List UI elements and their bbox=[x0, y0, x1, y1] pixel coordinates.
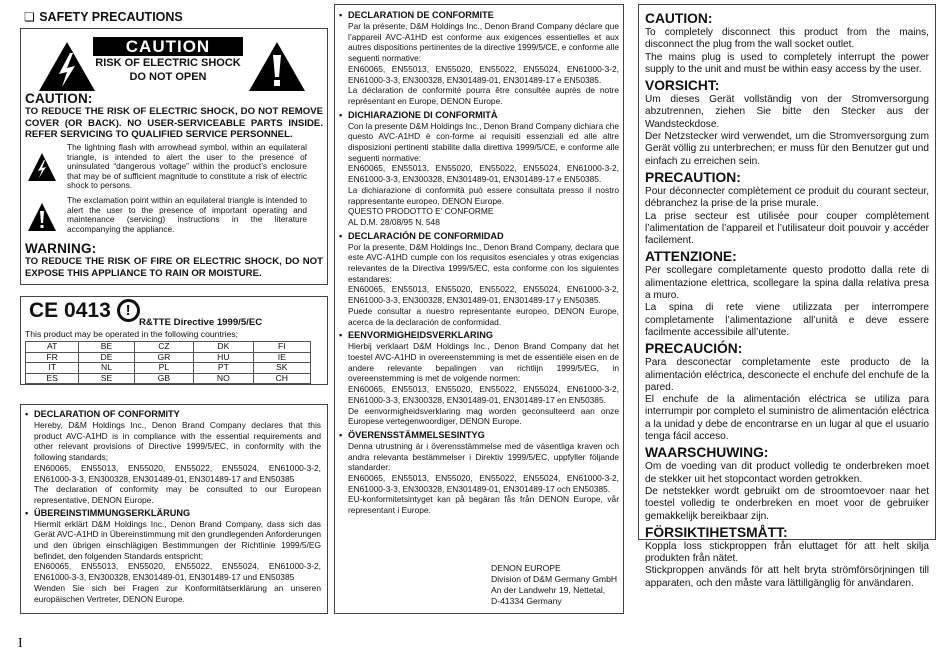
ce-number: 0413 bbox=[64, 299, 111, 322]
address-line1: DENON EUROPE bbox=[491, 563, 561, 573]
conformity-it-title: DICHIARAZIONE DI CONFORMITÀ bbox=[348, 109, 498, 120]
conformity-fr-standards: EN60065, EN55013, EN55020, EN55022, EN55024, EN61000-3-2, EN61000-3-3, EN300328, EN301489-01, EN301489-17 e EN50385. bbox=[348, 63, 619, 85]
mains-attenzione-text: Per scollegare completamente questo prodotto dalla rete di alimentazione elettrica, scollegare la spina dalla relativa presa a muro. La spina di rete viene utilizzata per interrompere completamente l’alimentazione all’unità e deve essere facilmente accessibile all’utente. bbox=[645, 265, 929, 338]
conformity-de-text: Hiermit erklärt D&M Holdings Inc., Denon Brand Company, dass sich das Gerät AVC-A1HD in Übereinstimmung mit den grundlegenden Anforderungen und den übrigen einschlägigen Bestimmungen der Richtlinie 1999/5/EG befindet, den folgenden Standards entspricht; bbox=[34, 518, 321, 561]
country-cell: IT bbox=[26, 363, 79, 374]
exclamation-triangle-icon bbox=[247, 39, 307, 94]
page-number: I bbox=[18, 636, 23, 651]
conformity-en-standards: EN60065, EN55013, EN55020, EN55022, EN55024, EN61000-3-2, EN61000-3-3, EN300328, EN301489-01, EN301489-17 and EN50385 bbox=[34, 462, 321, 484]
country-cell: SE bbox=[79, 373, 134, 384]
rtte-directive: R&TTE Directive 1999/5/EC bbox=[139, 317, 263, 328]
country-cell: CZ bbox=[134, 342, 193, 353]
conformity-en-title: DECLARATION OF CONFORMITY bbox=[34, 409, 180, 419]
country-cell: PL bbox=[134, 363, 193, 374]
caution-label-title: CAUTION bbox=[93, 37, 243, 56]
conformity-es-standards: EN60065, EN55013, EN55020, EN55022, EN55024, EN61000-3-2, EN61000-3-3, EN300328, EN301489-01, EN301489-17 y EN50385. bbox=[348, 284, 619, 306]
countries-label: This product may be operated in the following countries; bbox=[25, 329, 239, 339]
country-cell: GB bbox=[134, 373, 193, 384]
caution-label-line2: DO NOT OPEN bbox=[129, 71, 207, 83]
conformity-sv-text: Denna utrustning är i överensstämmelse med de väsentliga kraven och andra relevanta bestämmelser i Direktiv 1999/5/EC, uppfyller följande standarder: bbox=[348, 440, 619, 473]
mains-forsiktighet-title: FÖRSIKTIHETSMÅTT: bbox=[645, 524, 788, 540]
conformity-es-title: DECLARACIÓN DE CONFORMIDAD bbox=[348, 230, 504, 241]
conformity-en-footer: The declaration of conformity may be consulted to our European representative, DENON Europe. bbox=[34, 484, 321, 505]
lightning-explanation: The lightning flash with arrowhead symbol, within an equilateral triangle, is intended to alert the user to the presence of uninsulated “dangerous voltage” within the product’s enclosure that may be of sufficient magnitude to constitute a risk of electric shock to persons. bbox=[67, 142, 307, 191]
country-row bbox=[26, 363, 311, 374]
mains-precaution-title: PRECAUTION: bbox=[645, 169, 741, 185]
caution-box bbox=[20, 28, 328, 285]
section-header bbox=[24, 8, 183, 26]
conformity-fr-text: Par la présente, D&M Holdings Inc., Denon Brand Company déclare que l’appareil AVC-A1HD est conforme aux exigences essentielles et aux autres dispositions pertinentes de la directive 1999/5/CE, e conforme alle seguenti normative: bbox=[348, 21, 619, 64]
caution-text: TO REDUCE THE RISK OF ELECTRIC SHOCK, DO NOT REMOVE COVER (OR BACK). NO USER-SERVICEABLE PARTS INSIDE. REFER SERVICING TO QUALIFIED SERVICE PERSONNEL. bbox=[25, 106, 323, 140]
mains-caution-text: To completely disconnect this product from the mains, disconnect the plug from the wall socket outlet. The mains plug is used to completely interrupt the power supply to the unit and must be within easy access by the user. bbox=[645, 27, 929, 75]
country-cell: PT bbox=[194, 363, 253, 374]
conformity-it-standards: EN60065, EN55013, EN55020, EN55022, EN55024, EN61000-3-2, EN61000-3-3, EN300328, EN301489-01, EN301489-17 e EN50385. bbox=[348, 163, 619, 185]
conformity-de-footer: Wenden Sie sich bei Fragen zur Konformitätserklärung an unseren europäischen Vertreter, DENON Europe. bbox=[34, 582, 321, 604]
exclamation-explanation: The exclamation point within an equilateral triangle is intended to alert the user to the presence of important operating and maintenance (servicing) instructions in the literature accompanying the appliance. bbox=[67, 195, 307, 234]
alert-circle-icon: ! bbox=[117, 299, 140, 322]
caution-heading: CAUTION: bbox=[25, 91, 93, 106]
warning-heading: WARNING: bbox=[25, 241, 97, 256]
rtte-box bbox=[20, 296, 328, 385]
conformity-nl-text: Hierbij verklaart D&M Holdings Inc., Denon Brand Company dat het toestel AVC-A1HD in overeenstemming is met de essentiële eisen en de andere relevante bepalingen van richtlijn 1999/5/EG, in overeenstemming is met de volgende normen: bbox=[348, 341, 619, 384]
address-line2: Division of D&M Germany GmbH bbox=[491, 574, 618, 584]
section-title: SAFETY PRECAUTIONS bbox=[39, 10, 183, 24]
checkbox-icon: ❑ bbox=[24, 10, 35, 24]
country-row bbox=[26, 373, 311, 384]
caution-label bbox=[93, 37, 243, 84]
conformity-it-text: Con la presente D&M Holdings Inc., Denon Brand Company dichiara che questo AVC-A1HD è con-forme ai requisiti essenziali ed alle altre disposizioni pertinenti stabilite dalla direttiva 1999/5/CE, e conforme alle seguenti normative: bbox=[348, 120, 619, 163]
country-cell: DK bbox=[194, 342, 253, 353]
country-cell: NO bbox=[194, 373, 253, 384]
conformity-de-standards: EN60065, EN55013, EN55020, EN55022, EN55024, EN61000-3-2, EN61000-3-3, EN300328, EN301489-01, EN301489-17 und EN50385 bbox=[34, 561, 321, 583]
country-cell: FR bbox=[26, 352, 79, 363]
mains-precaucion-title: PRECAUCIÓN: bbox=[645, 341, 743, 357]
conformity-fr-title: DECLARATION DE CONFORMITE bbox=[348, 10, 494, 20]
conformity-middle-box: • DECLARATION DE CONFORMITE Par la présente, D&M Holdings Inc., Denon Brand Company déclare que l’appareil AVC-A1HD est conforme aux exigences essentielles et aux autres dispositions pertinentes de la directive 1999/5/CE, e conforme alle seguenti normative: EN60065, EN55013, EN55020, EN55022, EN55024, EN61000-3-2, EN61000-3-3, EN300328, EN301489-01, EN301489-17 e EN50385. La déclaration de conformité pourra être consultée auprès de notre représentant en Europe, DENON Europe. • DICHIARAZIONE DI CONFORMITÀ Con la presente D&M Holdings Inc., Denon Brand Company dichiara che questo AVC-A1HD è con-forme ai requisiti essenziali ed alle altre disposizioni pertinenti stabilite dalla direttiva 1999/5/CE, e conforme alle seguenti normative: EN60065, EN55013, EN55020, EN55022, EN55024, EN61000-3-2, EN61000-3-3, EN300328, EN301489-01, EN301489-17 e EN50385. La dichiarazione di conformità può essere consultata presso il nostro rappresentante europeo, DENON Europe. QUESTO PRODOTTO E’ CONFORME AL D.M. 28/08/95 N. 548 • DECLARACIÓN DE CONFORMIDAD Por la presente, D&M Holdings Inc., Denon Brand Company, declara que este AVC-A1HD cumple con los requisitos esenciales y otras exigencias relevantes de la Directiva 1999/5/EC, esta conforme con los siguientes estandares: EN60065, EN55013, EN55020, EN55022, EN55024, EN61000-3-2, EN61000-3-3, EN300328, EN301489-01, EN301489-17 y EN50385. Puede consultar a nuestro representante europeo, DENON Europe, acerca de la declaración de conformidad. • EENVORMIGHEIDSVERKLARING Hierbij verklaart D&M Holdings Inc., Denon Brand Company dat het toestel AVC-A1HD in overeenstemming is met de essentiële eisen en de andere relevante bepalingen van richtlijn 1999/5/EG, in overeenstemming is met de volgende normen: EN60065, EN55013, EN55020, EN55022, EN55024, EN61000-3-2, EN61000-3-3, EN300328, EN301489-01, EN301489-17 en EN50385. De eenvormigheidsverklaring mag worden geconsulteerd aan onze Europese vertegenwoordiger, DENON Europe. • ÖVERENSSTÄMMELSESINTYG Denna utrustning är i överensstämmelse med de väsentliga kraven och andra relevanta bestämmelser i Direktiv 1999/5/EC, uppfyller följande standarder: EN60065, EN55013, EN55020, EN55022, EN55024, EN61000-3-2, EN61000-3-3, EN300328, EN301489-01, EN301489-17 och EN50385. EU-konformitetsintyget kan på begäran fås från DENON Europe, vår representant i Europe. DENON EUROPE Division of D&M Germany GmbH An der Landwehr 19, Nettetal, D-41334 Germany bbox=[334, 4, 624, 614]
conformity-es-footer: Puede consultar a nuestro representante europeo, DENON Europe, acerca de la declaración de conformidad. bbox=[348, 305, 619, 327]
mains-forsiktighet-text: Koppla loss stickproppen från eluttaget för att helt skilja produkten från nätet. Stickproppen används för att helt bryta strömförsörjningen till apparaten, och den måste vara lättillgänglig för användaren. bbox=[645, 540, 929, 589]
country-cell: NL bbox=[79, 363, 134, 374]
mains-vorsicht-title: VORSICHT: bbox=[645, 78, 720, 94]
conformity-it-footer: La dichiarazione di conformità può essere consultata presso il nostro rappresentante europeo, DENON Europe. bbox=[348, 184, 619, 206]
conformity-nl-footer: De eenvormigheidsverklaring mag worden geconsulteerd aan onze Europese vertegenwoordiger, DENON Europe. bbox=[348, 405, 619, 427]
country-cell: FI bbox=[253, 342, 310, 353]
mains-precaucion-text: Para desconectar completamente este producto de la alimentación eléctrica, desconecte el enchufe del enchufe de la pared. El enchufe de la alimentación eléctrica se utiliza para interrumpir por completo el suministro de alimentación eléctrica a la unidad y debe de encontrarse en un lugar al que el usuario tenga fácil acceso. bbox=[645, 357, 929, 443]
conformity-sv-title: ÖVERENSSTÄMMELSESINTYG bbox=[348, 429, 485, 440]
country-cell: DE bbox=[79, 352, 134, 363]
mains-attenzione-title: ATTENZIONE: bbox=[645, 249, 737, 265]
address-line4: D-41334 Germany bbox=[491, 596, 562, 606]
conformity-it-extra2: AL D.M. 28/08/95 N. 548 bbox=[348, 216, 440, 227]
country-cell: HU bbox=[194, 352, 253, 363]
countries-table bbox=[25, 341, 311, 384]
denon-address bbox=[491, 563, 617, 607]
conformity-de-title: ÜBEREINSTIMMUNGSERKLÄRUNG bbox=[34, 507, 191, 518]
mains-precaution-text: Pour déconnecter complètement ce produit du courant secteur, débranchez la prise de la prise murale. La prise secteur est utilisée pour couper complètement l’alimentation de l’appareil et l’utilisateur doit pouvoir y accéder facilement. bbox=[645, 185, 929, 247]
caution-label-line1: RISK OF ELECTRIC SHOCK bbox=[95, 57, 241, 69]
country-cell: AT bbox=[26, 342, 79, 353]
conformity-nl-title: EENVORMIGHEIDSVERKLARING bbox=[348, 330, 493, 341]
country-row bbox=[26, 342, 311, 353]
conformity-it-extra1: QUESTO PRODOTTO E’ CONFORME bbox=[348, 206, 494, 217]
conformity-nl-standards: EN60065, EN55013, EN55020, EN55022, EN55024, EN61000-3-2, EN61000-3-3, EN300328, EN301489-01, EN301489-17 en EN50385. bbox=[348, 384, 619, 405]
country-cell: BE bbox=[79, 342, 134, 353]
warning-text: TO REDUCE THE RISK OF FIRE OR ELECTRIC SHOCK, DO NOT EXPOSE THIS APPLIANCE TO RAIN OR MOISTURE. bbox=[25, 256, 323, 279]
conformity-es-text: Por la presente, D&M Holdings Inc., Denon Brand Company, declara que este AVC-A1HD cumple con los requisitos esenciales y otras exigencias relevantes de la Directiva 1999/5/EC, esta conforme con los siguientes estandares: bbox=[348, 241, 619, 284]
lightning-small-icon bbox=[27, 151, 57, 185]
country-cell: ES bbox=[26, 373, 79, 384]
ce-mark-text: CE bbox=[29, 299, 59, 322]
ce-mark bbox=[29, 299, 140, 323]
country-cell: GR bbox=[134, 352, 193, 363]
mains-box bbox=[638, 4, 936, 589]
conformity-en-text: Hereby, D&M Holdings Inc., Denon Brand Company declares that this product AVC-A1HD is in compliance with the essential requirements and other relevant provisions of Directive 1999/5/EC, in conformity with the following standards; bbox=[34, 420, 321, 463]
country-cell: CH bbox=[253, 373, 310, 384]
mains-waarschuwing-text: Om de voeding van dit product volledig te onderbreken moet de stekker uit het stopcontact worden getrokken. De netstekker wordt gebruikt om de stroomtoevoer naar het toestel volledig te onderbreken en moet voor de gebruiker gemakkelijk bereikbaar zijn. bbox=[645, 461, 929, 522]
mains-caution-title: CAUTION: bbox=[645, 11, 713, 26]
mains-vorsicht-text: Um dieses Gerät vollständig von der Stromversorgung abzutrennen, ziehen Sie bitte den Stecker aus der Wandsteckdose. Der Netzstecker wird verwendet, um die Stromversorgung zum Gerät völlig zu unterbrechen; er muss für den Benutzer gut und einfach zu erreichen sein. bbox=[645, 94, 929, 167]
country-cell: SK bbox=[253, 363, 310, 374]
conformity-left-box: • DECLARATION OF CONFORMITY Hereby, D&M Holdings Inc., Denon Brand Company declares that this product AVC-A1HD is in compliance with the essential requirements and other relevant provisions of Directive 1999/5/EC, in conformity with the following standards; EN60065, EN55013, EN55020, EN55022, EN55024, EN61000-3-2, EN61000-3-3, EN300328, EN301489-01, EN301489-17 and EN50385 The declaration of conformity may be consulted to our European representative, DENON Europe. • ÜBEREINSTIMMUNGSERKLÄRUNG Hiermit erklärt D&M Holdings Inc., Denon Brand Company, dass sich das Gerät AVC-A1HD in Übereinstimmung mit den grundlegenden Anforderungen und den übrigen einschlägigen Bestimmungen der Richtlinie 1999/5/EG befindet, den folgenden Standards entspricht; EN60065, EN55013, EN55020, EN55022, EN55024, EN61000-3-2, EN61000-3-3, EN300328, EN301489-01, EN301489-17 und EN50385 Wenden Sie sich bei Fragen zur Konformitätserklärung an unseren europäischen Vertreter, DENON Europe. bbox=[20, 404, 328, 614]
address-line3: An der Landwehr 19, Nettetal, bbox=[491, 585, 606, 595]
country-row bbox=[26, 352, 311, 363]
country-cell: IE bbox=[253, 352, 310, 363]
conformity-sv-footer: EU-konformitetsintyget kan på begäran fås från DENON Europe, vår representant i Europe. bbox=[348, 494, 619, 516]
conformity-fr-footer: La déclaration de conformité pourra être consultée auprès de notre représentant en Europe, DENON Europe. bbox=[348, 85, 619, 106]
exclamation-small-icon bbox=[27, 201, 57, 235]
mains-waarschuwing-title: WAARSCHUWING: bbox=[645, 445, 769, 461]
conformity-sv-standards: EN60065, EN55013, EN55020, EN55022, EN55024, EN61000-3-2, EN61000-3-3, EN300328, EN301489-01, EN301489-17 och EN50385. bbox=[348, 473, 619, 494]
lightning-triangle-icon bbox=[37, 39, 97, 94]
